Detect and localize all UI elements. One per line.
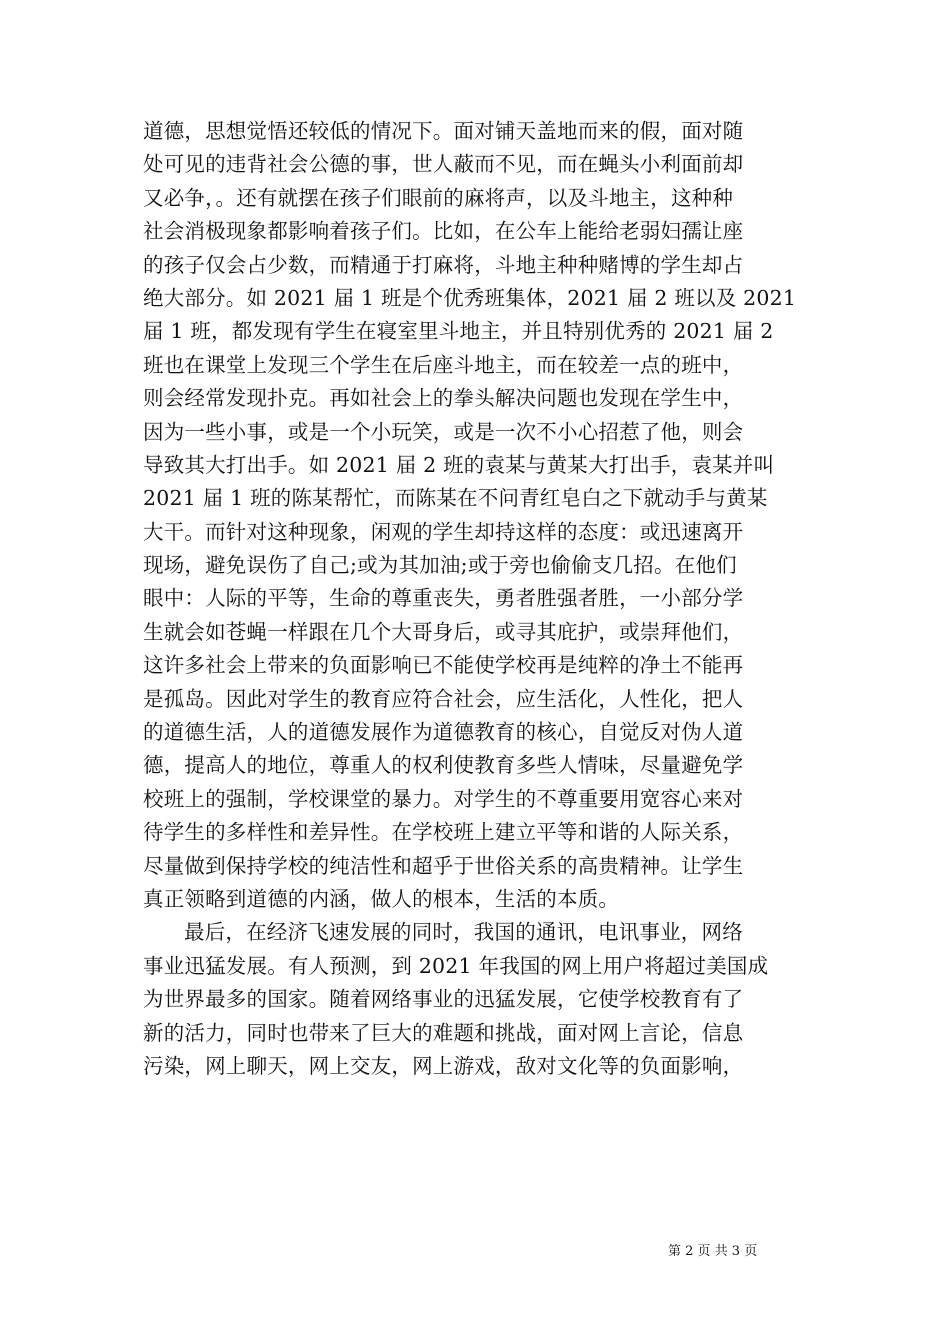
text-line: 待学生的多样性和差异性。在学校班上建立平等和谐的人际关系， [143,820,744,845]
text-line: 事业迅猛发展。有人预测，到 2021 年我国的网上用户将超过美国成 [143,953,769,978]
body-text [143,115,811,1083]
paragraph-1 [143,115,811,916]
text-line: 为世界最多的国家。随着网络事业的迅猛发展，它使学校教育有了 [143,987,744,1012]
text-line: 德，提高人的地位，尊重人的权利使教育多些人情味，尽量避免学 [143,753,744,778]
page-number-footer: 第 2 页 共 3 页 [668,1244,758,1259]
text-line: 届 1 班，都发现有学生在寝室里斗地主，并且特别优秀的 2021 届 2 [143,319,774,344]
text-line: 污染，网上聊天，网上交友，网上游戏，敌对文化等的负面影响， [143,1053,744,1078]
text-line: 是孤岛。因此对学生的教育应符合社会，应生活化，人性化，把人 [143,686,744,711]
text-line: 这许多社会上带来的负面影响已不能使学校再是纯粹的净土不能再 [143,653,744,678]
text-line: 生就会如苍蝇一样跟在几个大哥身后，或寻其庇护，或崇拜他们， [143,619,744,644]
text-line: 导致其大打出手。如 2021 届 2 班的袁某与黄某大打出手，袁某并叫 [143,452,775,477]
text-line: 的孩子仅会占少数，而精通于打麻将，斗地主种种赌博的学生却占 [143,252,744,277]
text-line: 校班上的强制，学校课堂的暴力。对学生的不尊重要用宽容心来对 [143,786,744,811]
text-line: 又必争，。还有就摆在孩子们眼前的麻将声，以及斗地主，这种种 [143,185,734,210]
paragraph-2 [143,916,811,1083]
text-line-indented: 最后，在经济飞速发展的同时，我国的通讯，电讯事业，网络 [184,920,743,945]
text-line: 新的活力，同时也带来了巨大的难题和挑战，面对网上言论，信息 [143,1020,744,1045]
text-line: 社会消极现象都影响着孩子们。比如，在公车上能给老弱妇孺让座 [143,219,744,244]
text-line: 班也在课堂上发现三个学生在后座斗地主，而在较差一点的班中， [143,352,744,377]
text-line: 真正领略到道德的内涵，做人的根本，生活的本质。 [143,886,620,911]
text-line: 绝大部分。如 2021 届 1 班是个优秀班集体，2021 届 2 班以及 2021 [143,285,797,310]
text-line: 眼中：人际的平等，生命的尊重丧失，勇者胜强者胜，一小部分学 [143,586,744,611]
text-line: 因为一些小事，或是一个小玩笑，或是一次不小心招惹了他，则会 [143,419,744,444]
text-line: 尽量做到保持学校的纯洁性和超乎于世俗关系的高贵精神。让学生 [143,853,744,878]
text-line: 则会经常发现扑克。再如社会上的拳头解决问题也发现在学生中， [143,386,744,411]
text-line: 大干。而针对这种现象，闲观的学生却持这样的态度：或迅速离开 [143,519,744,544]
text-line: 现场，避免误伤了自己;或为其加油;或于旁也偷偷支几招。在他们 [143,553,737,578]
text-line: 的道德生活，人的道德发展作为道德教育的核心，自觉反对伪人道 [143,720,744,745]
text-line: 处可见的违背社会公德的事，世人蔽而不见，而在蝇头小利面前却 [143,152,744,177]
text-line: 道德，思想觉悟还较低的情况下。面对铺天盖地而来的假，面对随 [143,119,744,143]
text-line: 2021 届 1 班的陈某帮忙，而陈某在不问青红皂白之下就动手与黄某 [143,486,768,511]
